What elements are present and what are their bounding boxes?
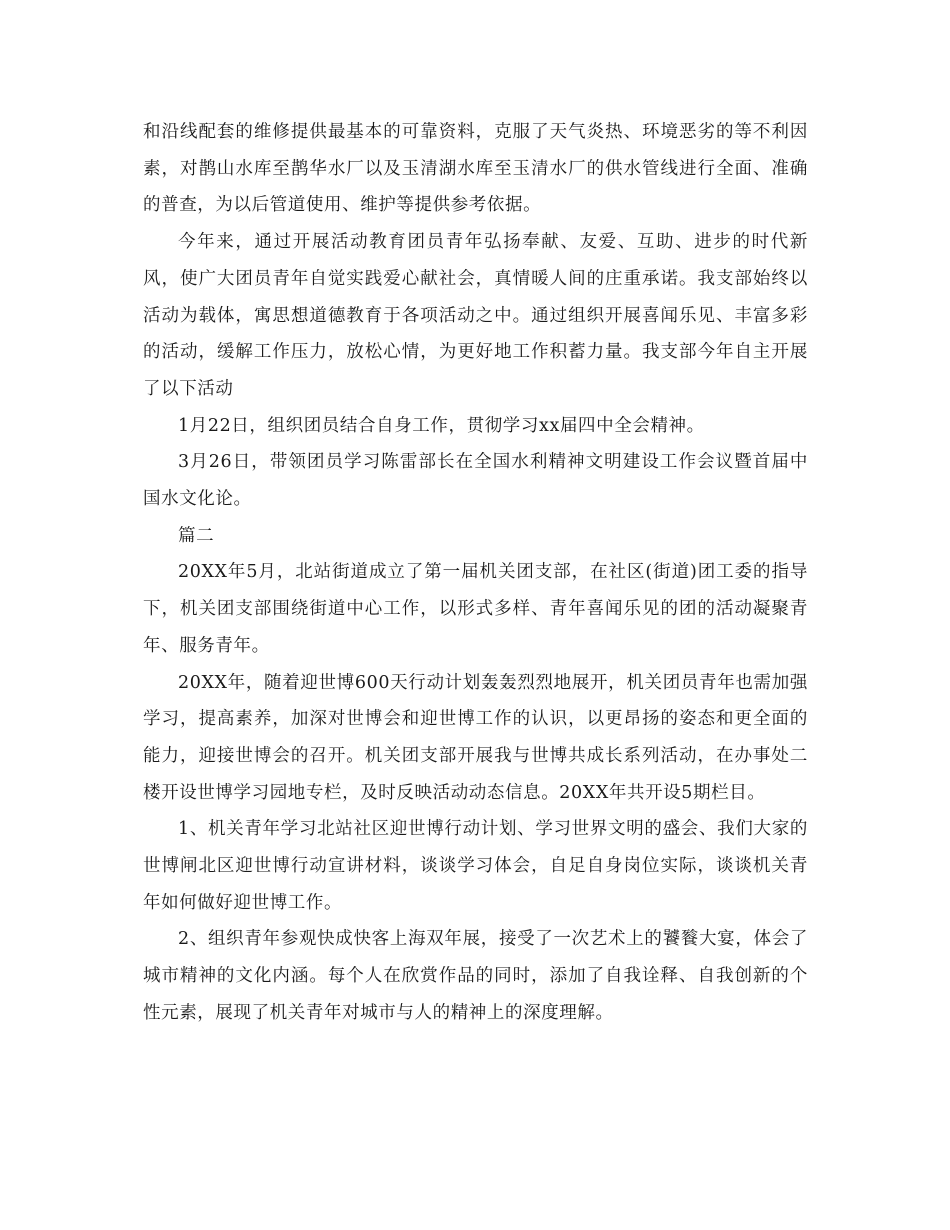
paragraph-3: 1月22日，组织团员结合自身工作，贯彻学习xx届四中全会精神。 — [178, 415, 705, 436]
paragraph-8: 2、组织青年参观快成快客上海双年展，接受了一次艺术上的饕餮大宴，体会了城市精神的文化内涵。每个人在欣赏作品的同时，添加了自我诠释、自我创新的个性元素，展现了机关青年对城市与人的精神上的深度理解。 — [143, 929, 808, 1023]
paragraph-7: 1、机关青年学习北站社区迎世博行动计划、学习世界文明的盛会、我们大家的世博闸北区迎世博行动宣讲材料，谈谈学习体会，自足自身岗位实际，谈谈机关青年如何做好迎世博工作。 — [143, 819, 808, 913]
paragraph-4: 3月26日，带领团员学习陈雷部长在全国水利精神文明建设工作会议暨首届中国水文化论。 — [143, 452, 808, 510]
section-heading: 篇二 — [178, 525, 215, 546]
paragraph-5: 20XX年5月，北站街道成立了第一届机关团支部，在社区(街道)团工委的指导下，机关团支部围绕街道中心工作，以形式多样、青年喜闻乐见的团的活动凝聚青年、服务青年。 — [143, 562, 808, 656]
paragraph-2: 今年来，通过开展活动教育团员青年弘扬奉献、友爱、互助、进步的时代新风，使广大团员青年自觉实践爱心献社会，真情暖人间的庄重承诺。我支部始终以活动为载体，寓思想道德教育于各项活动之中。通过组织开展喜闻乐见、丰富多彩的活动，缓解工作压力，放松心情，为更好地工作积蓄力量。我支部今年自主开展了以下活动 — [143, 232, 808, 399]
paragraph-1: 和沿线配套的维修提供最基本的可靠资料，克服了天气炎热、环境恶劣的等不利因素，对鹊山水库至鹊华水厂以及玉清湖水库至玉清水厂的供水管线进行全面、准确的普查，为以后管道使用、维护等提供参考依据。 — [143, 122, 808, 216]
document-body — [143, 114, 808, 1032]
paragraph-6: 20XX年，随着迎世博600天行动计划轰轰烈烈地展开，机关团员青年也需加强学习，提高素养，加深对世博会和迎世博工作的认识，以更昂扬的姿态和更全面的能力，迎接世博会的召开。机关团支部开展我与世博共成长系列活动，在办事处二楼开设世博学习园地专栏，及时反映活动动态信息。20XX年共开设5期栏目。 — [143, 672, 808, 803]
